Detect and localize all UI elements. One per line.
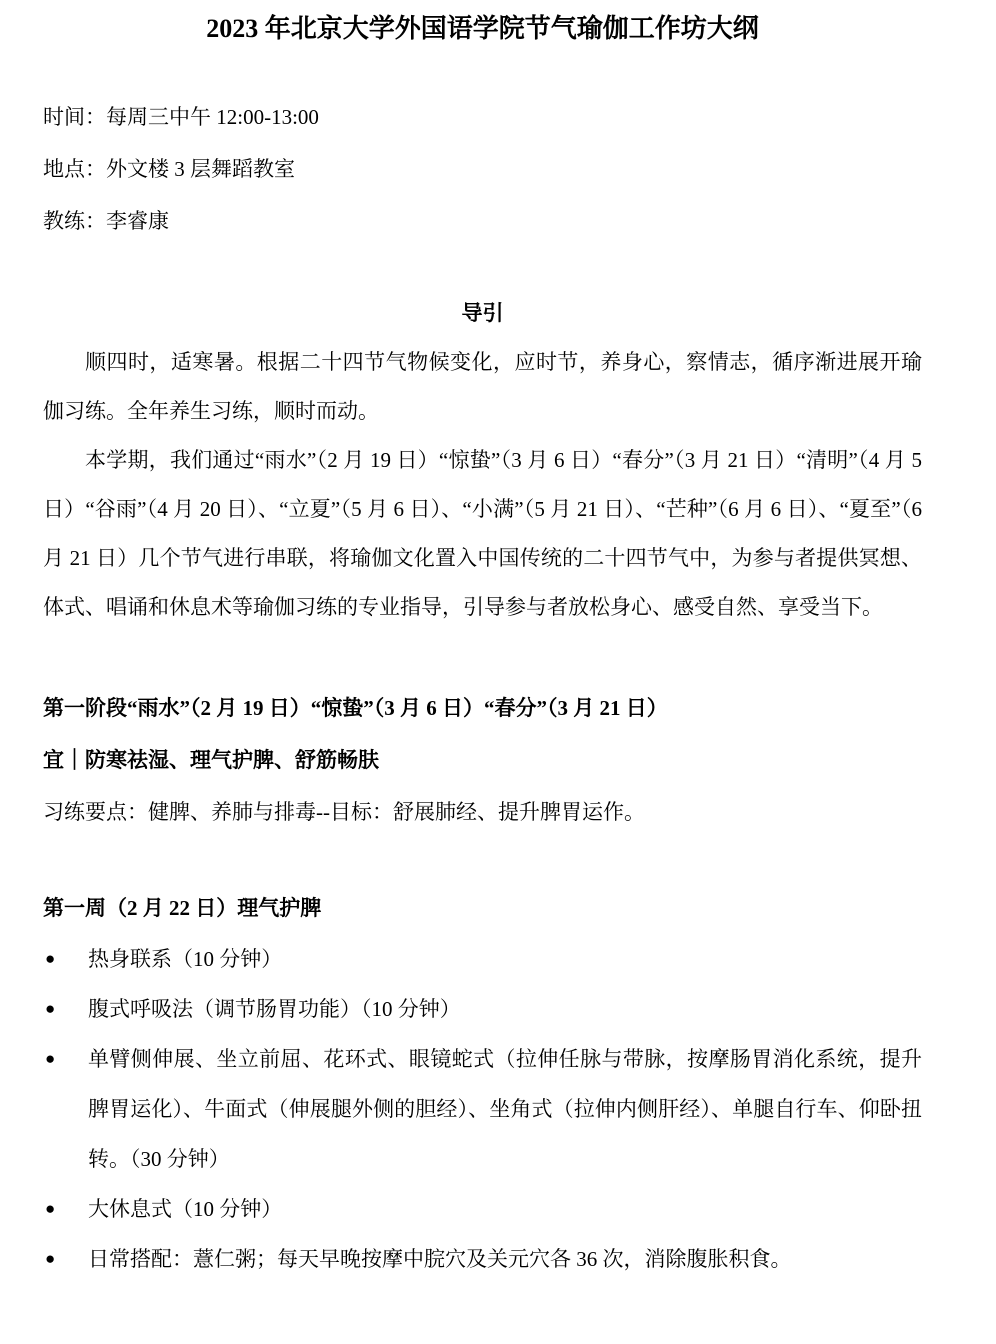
intro-paragraph-2: 本学期，我们通过“雨水”（2 月 19 日）“惊蛰”（3 月 6 日）“春分”（3 月 21 日）“清明”（4 月 5 日）“谷雨”（4 月 20 日）、“立夏”（5 月 6 日）、“小满”（5 月 21 日）、“芒种”（6 月 6 日）、“夏至”（6 月 21 日）几个节气进行串联，将瑜伽文化置入中国传统的二十四节气中，为参与者提供冥想、体式、唱诵和休息术等瑜伽习练的专业指导，引导参与者放松身心、感受自然、享受当下。 bbox=[43, 448, 922, 619]
list-item-text: 大休息式（10 分钟） bbox=[88, 1197, 283, 1221]
stage-1-heading: 第一阶段“雨水”（2 月 19 日）“惊蛰”（3 月 6 日）“春分”（3 月 21 日） bbox=[43, 696, 668, 720]
list-item bbox=[43, 934, 922, 984]
list-item-text: 热身联系（10 分钟） bbox=[88, 947, 283, 971]
intro-paragraph-1: 顺四时，适寒暑。根据二十四节气物候变化，应时节，养身心，察情志，循序渐进展开瑜伽习练。全年养生习练，顺时而动。 bbox=[43, 350, 922, 423]
list-item bbox=[43, 1234, 922, 1284]
bullet-icon: ● bbox=[45, 1199, 56, 1218]
list-item bbox=[43, 1184, 922, 1234]
page-title: 2023 年北京大学外国语学院节气瑜伽工作坊大纲 bbox=[206, 14, 759, 43]
bullet-icon: ● bbox=[45, 999, 56, 1018]
stage-1-section bbox=[43, 682, 922, 838]
list-item-text: 单臂侧伸展、坐立前屈、花环式、眼镜蛇式（拉伸任脉与带脉，按摩肠胃消化系统，提升脾胃运化）、牛面式（伸展腿外侧的胆经）、坐角式（拉伸内侧肝经）、单腿自行车、仰卧扭转。（30 分钟） bbox=[88, 1047, 922, 1171]
info-block bbox=[43, 91, 922, 247]
intro-heading: 导引 bbox=[461, 301, 504, 325]
stage-1-suitable-line: 宜｜防寒祛湿、理气护脾、舒筋畅肤 bbox=[43, 748, 379, 772]
list-item-text: 日常搭配：薏仁粥；每天早晚按摩中脘穴及关元穴各 36 次，消除腹胀积食。 bbox=[88, 1247, 792, 1271]
week-1-heading: 第一周（2 月 22 日）理气护脾 bbox=[43, 896, 322, 920]
info-line-coach: 教练：李睿康 bbox=[43, 209, 169, 233]
info-line-time: 时间：每周三中午 12:00-13:00 bbox=[43, 105, 319, 129]
bullet-icon: ● bbox=[45, 1049, 56, 1068]
intro-section bbox=[43, 338, 922, 632]
list-item bbox=[43, 984, 922, 1034]
week-1-bullet-list bbox=[43, 934, 922, 1284]
bullet-icon: ● bbox=[45, 949, 56, 968]
bullet-icon: ● bbox=[45, 1249, 56, 1268]
list-item bbox=[43, 1034, 922, 1184]
stage-1-key-points: 习练要点：健脾、养肺与排毒--目标：舒展肺经、提升脾胃运作。 bbox=[43, 800, 645, 824]
list-item-text: 腹式呼吸法（调节肠胃功能）（10 分钟） bbox=[88, 997, 461, 1021]
info-line-location: 地点：外文楼 3 层舞蹈教室 bbox=[43, 157, 295, 181]
